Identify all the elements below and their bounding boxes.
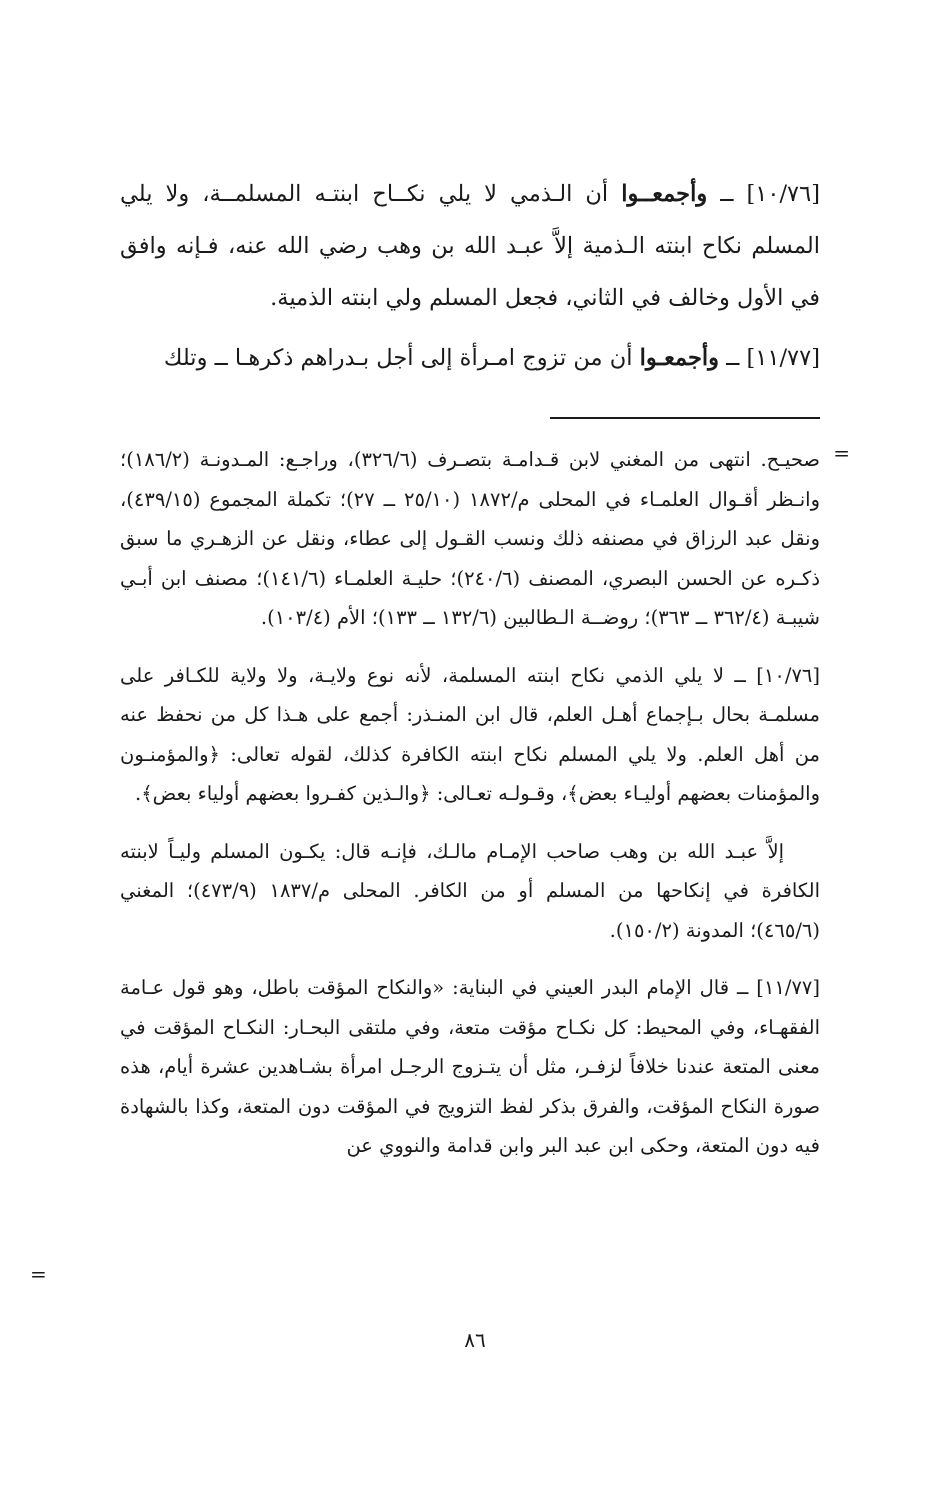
- page-number: ٨٦: [464, 1328, 486, 1352]
- entry-number: [١٠/٧٦] ــ: [707, 181, 820, 207]
- footnotes: [120, 440, 820, 1184]
- footnote-paragraph-4: [١١/٧٧] ــ قال الإمام البدر العيني في البناية: «والنكاح المؤقت باطل، وهو قول عـامة الفقهـاء، وفي المحيط: كل نكـاح مؤقت متعة، وفي ملتقى البحـار: النكـاح المؤقت في معنى المتعة عندنا خلافاً لزفـر، مثل أن يتـزوج الرجـل امرأة بشـاهدين عشرة أيام، هذه صورة النكاح المؤقت، والفرق بذكر لفظ التزويج في المؤقت دون المتعة، وكذا بالشهادة فيه دون المتعة، وحكى ابن عبد البر وابن قدامة والنووي عن: [120, 976, 820, 1157]
- continuation-mark-bottom: =: [30, 1262, 47, 1286]
- main-text: [120, 168, 820, 392]
- entry-keyword: وأجمعــوا: [621, 181, 708, 207]
- footnote-paragraph-1: صحيـح. انتهى من المغني لابن قـدامـة بتصـرف (٣٢٦/٦)، وراجـع: المـدونـة (١٨٦/٢)؛ وانـظر أقـوال العلمـاء في المحلى م/١٨٧٢ (٢٥/١٠ ــ ٢٧)؛ تكملة المجموع (٤٣٩/١٥)، ونقل عبد الرزاق في مصنفه ذلك ونسب القـول إلى عطاء، ونقل عن الزهـري ما سبق ذكـره عن الحسن البصري، المصنف (٢٤٠/٦)؛ حليـة العلمـاء (١٤١/٦)؛ مصنف ابن أبـي شيبـة (٣٦٢/٤ ــ ٣٦٣)؛ روضــة الـطالبين (١٣٢/٦ ــ ١٣٣)؛ الأم (١٠٣/٤).: [120, 448, 821, 629]
- main-paragraph-1: [120, 168, 820, 324]
- main-paragraph-2: [120, 332, 820, 384]
- footnote-paragraph-3: إلاَّ عبـد الله بن وهب صاحب الإمـام مالـك، فإنـه قال: يكـون المسلم وليـاً لابنته الكافرة في إنكاحها من المسلم أو من الكافر. المحلى م/١٨٣٧ (٤٧٣/٩)؛ المغني (٤٦٥/٦)؛ المدونة (١٥٠/٢).: [120, 839, 821, 942]
- entry-text: أن من تزوج امـرأة إلى أجل بـدراهم ذكرهـا ــ وتلك: [163, 345, 640, 371]
- entry-text: أن الـذمي لا يلي نكــاح ابنتـه المسلمــة، ولا يلي المسلم نكاح ابنته الـذمية إلاَّ عبـد الله بن وهب رضي الله عنه، فـإنه وافق في الأول وخالف في الثاني، فجعل المسلم ولي ابنته الذمية.: [120, 181, 820, 311]
- footnote-paragraph-2: [١٠/٧٦] ــ لا يلي الذمي نكاح ابنته المسلمة، لأنه نوع ولايـة، ولا ولاية للكـافر على مسلمـة بحال بـإجماع أهـل العلم، قال ابن المنـذر: أجمع على هـذا كل من نحفظ عنه من أهل العلم. ولا يلي المسلم نكاح ابنته الكافرة كذلك، لقوله تعالى: ﴿والمؤمنـون والمؤمنات بعضهم أوليـاء بعض﴾، وقـولـه تعـالى: ﴿والـذين كفـروا بعضهم أولياء بعض﴾.: [120, 663, 820, 805]
- continuation-mark-top: =: [833, 441, 850, 465]
- footnote-separator: [550, 417, 820, 419]
- entry-keyword: وأجمعـوا: [639, 345, 720, 371]
- entry-number: [١١/٧٧] ــ: [719, 345, 820, 371]
